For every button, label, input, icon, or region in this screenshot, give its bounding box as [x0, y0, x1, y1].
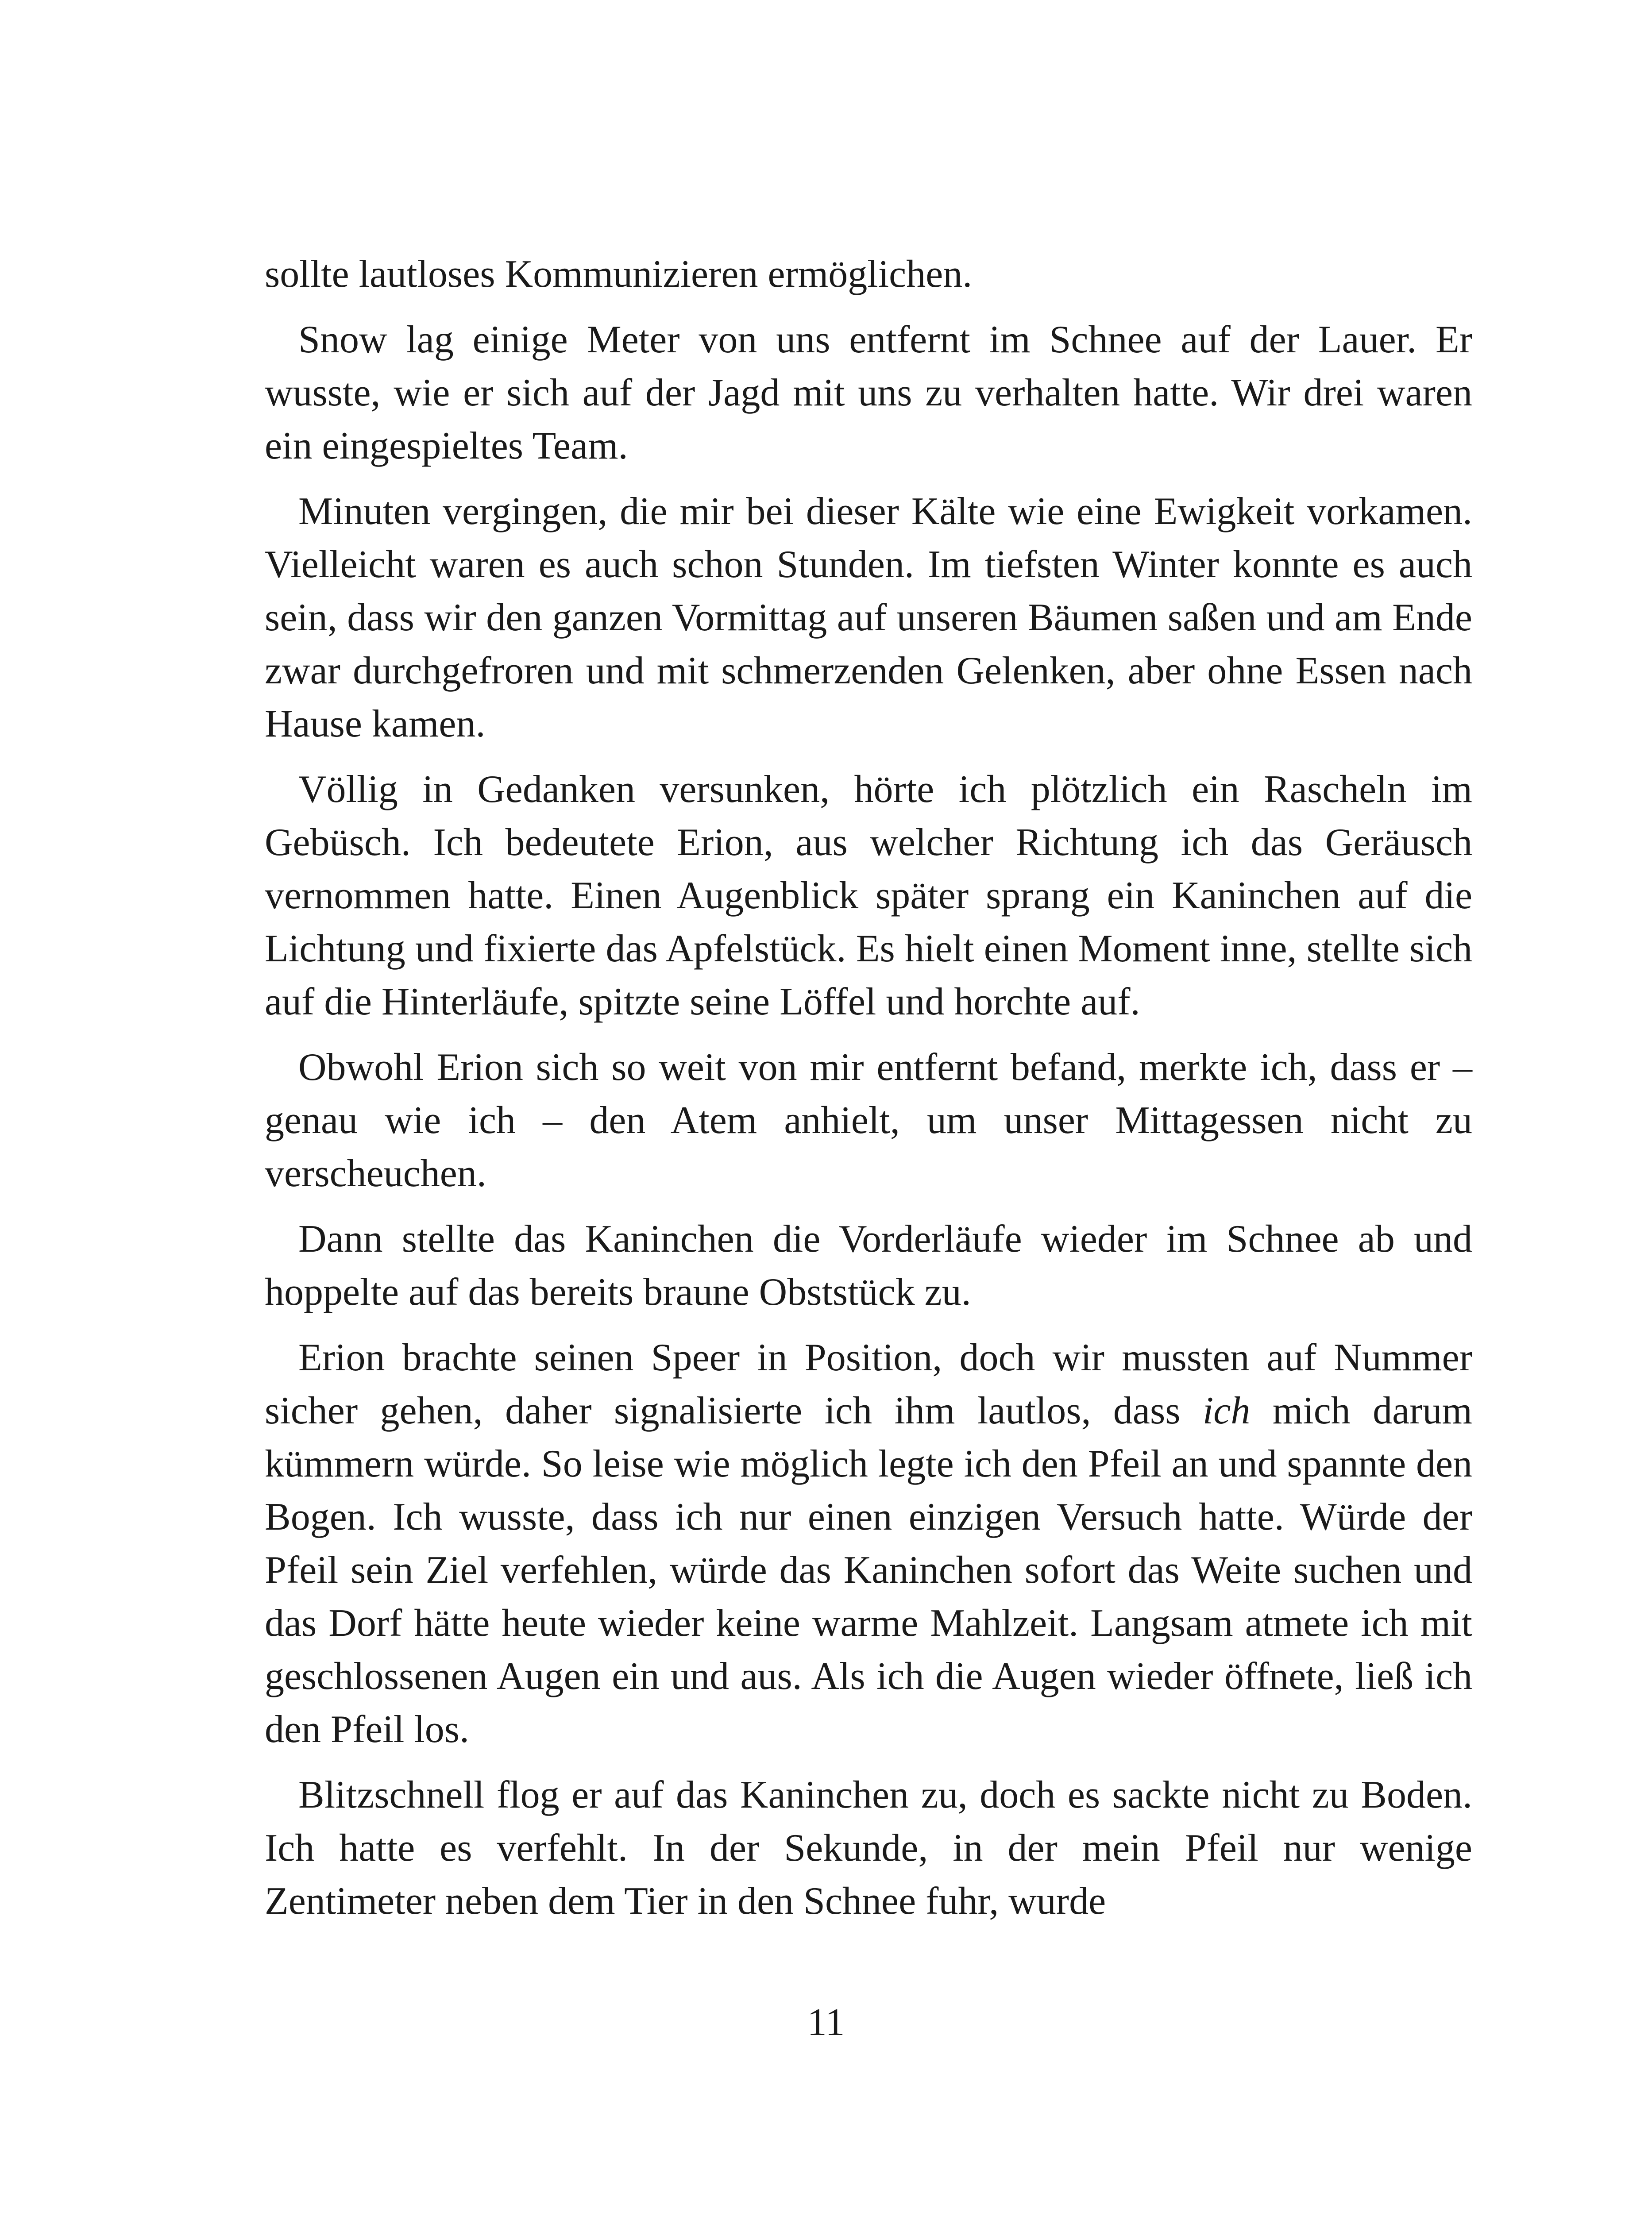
paragraph-missed: Blitzschnell flog er auf das Kaninchen zu, doch es sackte nicht zu Boden. Ich hatte es verfehlt. In der Sekunde, in der mein Pfeil nur wenige Zentimeter neben dem Tier in den Schnee fuhr, wurde — [265, 1773, 1472, 1923]
paragraph-rabbit-hops: Dann stellte das Kaninchen die Vorderläufe wieder im Schnee ab und hoppelte auf das bereits braune Obststück zu. — [265, 1218, 1472, 1314]
body-text — [265, 248, 1472, 1940]
paragraph-bow-before: Erion brachte seinen Speer in Position, doch wir mussten auf Nummer sicher gehen, daher signalisierte ich ihm lautlos, dass — [265, 1336, 1472, 1432]
paragraph-bow-after: mich darum kümmern würde. So leise wie möglich legte ich den Pfeil an und spannte den Bogen. Ich wusste, dass ich nur einen einzigen Versuch hatte. Würde der Pfeil sein Ziel verfehlen, würde das Kaninchen sofort das Weite suchen und das Dorf hätte heute wieder keine warme Mahlzeit. Langsam atmete ich mit geschlossenen Augen ein und aus. Als ich die Augen wieder öffnete, ließ ich den Pfeil los. — [265, 1389, 1472, 1751]
paragraph-rustling: Völlig in Gedanken versunken, hörte ich plötzlich ein Rascheln im Gebüsch. Ich bedeutete Erion, aus welcher Richtung ich das Geräusch vernommen hatte. Einen Augenblick später sprang ein Kaninchen auf die Lichtung und fixierte das Apfelstück. Es hielt einen Moment inne, stellte sich auf die Hinterläufe, spitzte seine Löffel und horchte auf. — [265, 768, 1472, 1023]
paragraph-snow: Snow lag einige Meter von uns entfernt im Schnee auf der Lauer. Er wusste, wie er sich auf der Jagd mit uns zu verhalten hatte. Wir drei waren ein eingespieltes Team. — [265, 318, 1472, 467]
paragraph-bow — [265, 1331, 1472, 1756]
paragraph-continuation: sollte lautloses Kommunizieren ermöglichen. — [265, 253, 973, 296]
paragraph-minutes: Minuten vergingen, die mir bei dieser Kälte wie eine Ewigkeit vorkamen. Vielleicht waren es auch schon Stunden. Im tiefsten Winter konnte es auch sein, dass wir den ganzen Vormittag auf unseren Bäumen saßen und am Ende zwar durchgefroren und mit schmerzenden Gelenken, aber ohne Essen nach Hause kamen. — [265, 490, 1472, 745]
paragraph-breath: Obwohl Erion sich so weit von mir entfernt befand, merkte ich, dass er – genau wie ich – den Atem anhielt, um unser Mittagessen nicht zu verscheuchen. — [265, 1046, 1472, 1195]
page-number: 11 — [807, 2001, 845, 2044]
emphasis-ich: ich — [1202, 1389, 1251, 1432]
